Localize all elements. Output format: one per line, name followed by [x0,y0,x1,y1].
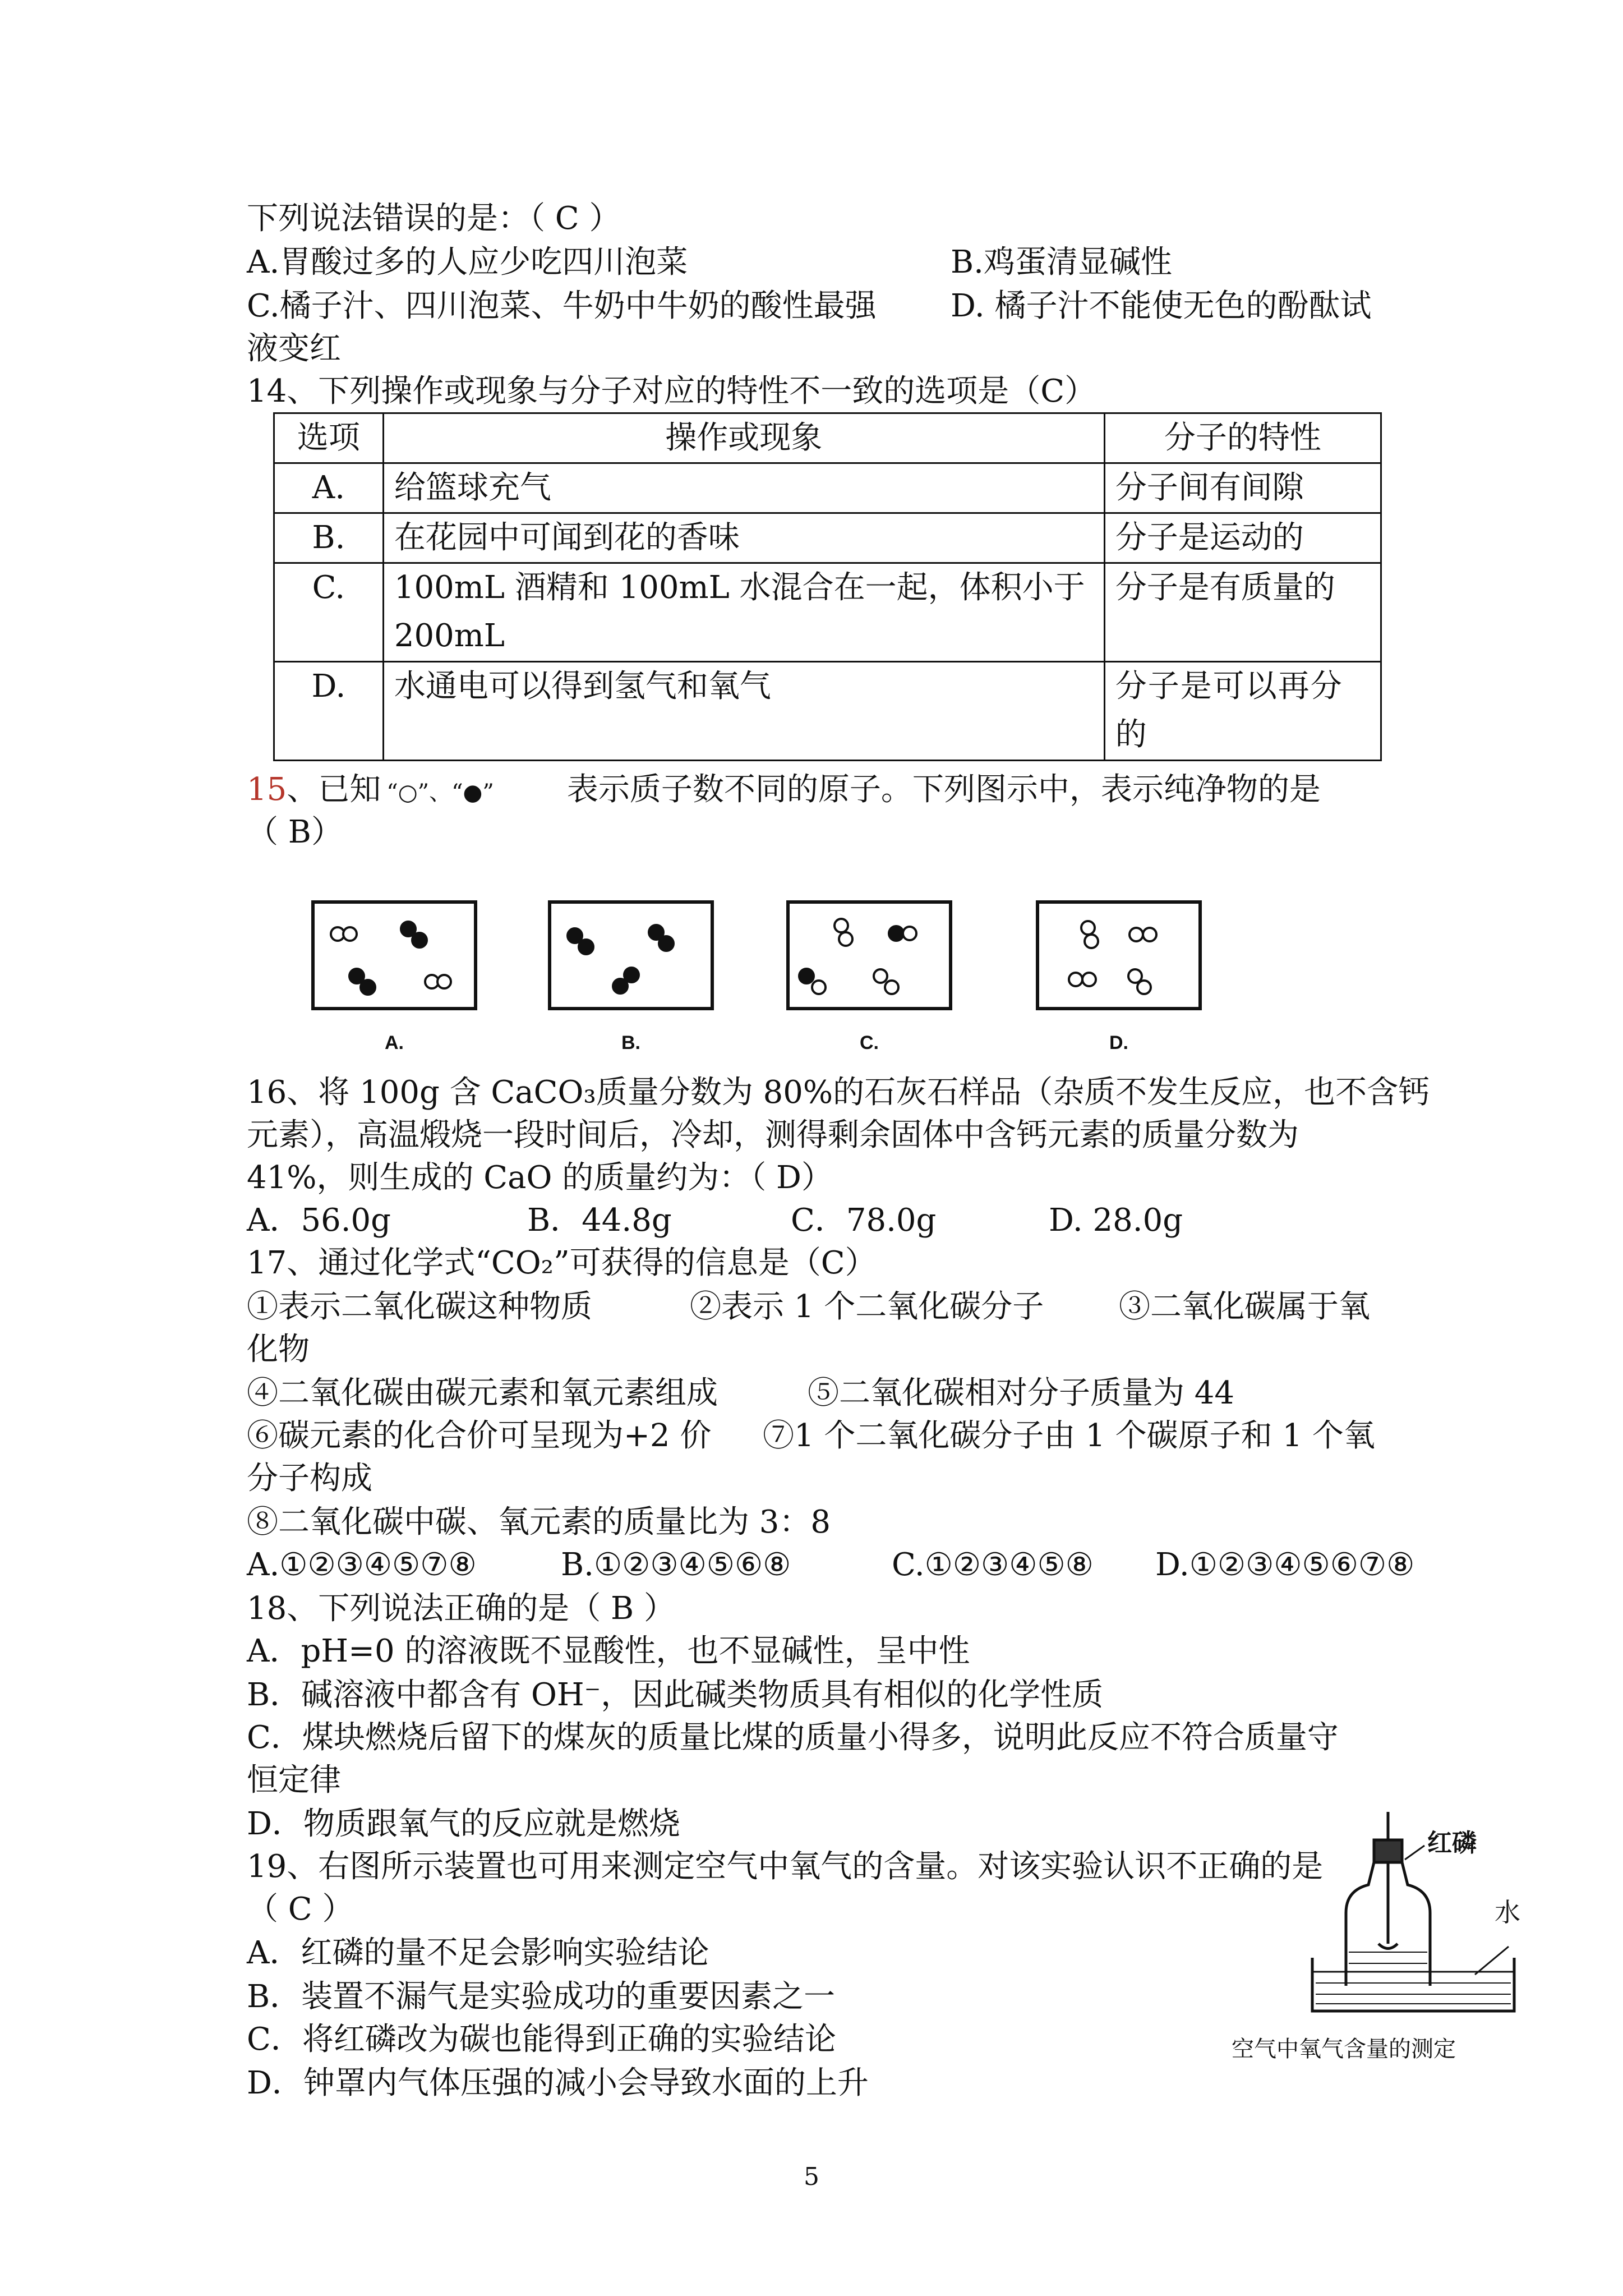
q14-row-operation: 给篮球充气 [383,463,1104,513]
q17-option-a: A.①②③④⑤⑦⑧ [247,1547,477,1583]
q14-row-operation: 在花园中可闻到花的香味 [383,513,1104,563]
q19-option-b: B．装置不漏气是实验成功的重要因素之一 [247,1978,836,2015]
q16-line-2: 元素），高温煅烧一段时间后，冷却，测得剩余固体中含钙元素的质量分数为 [247,1117,1299,1153]
q15-post: 表示质子数不同的原子。下列图示中，表示纯净物的是 [566,771,1321,808]
q14-stem: 14、下列操作或现象与分子对应的特性不一致的选项是（C） [247,373,1096,409]
q17-item-3-cont: 化物 [247,1331,310,1368]
q14-row [274,513,1381,563]
q19-figure-caption: 空气中氧气含量的测定 [1232,2036,1456,2062]
q14-row [274,563,1381,662]
q17-item-7-cont: 分子构成 [247,1460,372,1497]
q14-row-operation: 水通电可以得到氢气和氧气 [383,662,1104,761]
q14-header-property: 分子的特性 [1104,413,1381,463]
q16-option-d: D. 28.0g [1049,1202,1183,1239]
q13-option-b: B.鸡蛋清显碱性 [951,244,1172,280]
q13-option-d-cont: 液变红 [247,330,341,367]
q16-option-b: B．44.8g [527,1202,672,1239]
q18-option-c-cont: 恒定律 [247,1762,341,1798]
q17-option-d: D.①②③④⑤⑥⑦⑧ [1155,1547,1415,1583]
q13-option-a: A.胃酸过多的人应少吃四川泡菜 [247,244,688,280]
q19-option-c: C．将红磷改为碳也能得到正确的实验结论 [247,2021,836,2058]
q14-row [274,463,1381,513]
q18-option-a: A．pH=0 的溶液既不显酸性，也不显碱性，呈中性 [247,1633,970,1669]
q14-header-operation: 操作或现象 [383,413,1104,463]
q14-header-row [274,413,1381,463]
q17-stem: 17、通过化学式“CO₂”可获得的信息是（C） [247,1245,877,1281]
q19-option-a: A．红磷的量不足会影响实验结论 [247,1935,709,1971]
q19-answer: （ C ） [247,1891,354,1927]
q19-apparatus-figure [1284,1806,1531,2031]
q15-number: 15 [247,771,287,808]
q17-option-c: C.①②③④⑤⑧ [892,1547,1094,1583]
page-number: 5 [804,2162,819,2191]
q14-row [274,662,1381,761]
q17-item-3: ③二氧化碳属于氧 [1119,1289,1370,1325]
q14-row-option: B. [274,513,384,563]
q18-stem: 18、下列说法正确的是（ B ） [247,1590,676,1627]
q15-label-a: A. [385,1032,404,1053]
q14-row-property: 分子是可以再分的 [1104,662,1381,761]
q19-stem: 19、右图所示装置也可用来测定空气中氧气的含量。对该实验认识不正确的是 [247,1848,1324,1885]
q17-item-2: ②表示 1 个二氧化碳分子 [690,1289,1044,1325]
q16-line-3: 41%，则生成的 CaO 的质量约为：（ D） [247,1159,833,1196]
q14-row-option: A. [274,463,384,513]
q14-row-option: C. [274,563,384,662]
q18-option-b: B．碱溶液中都含有 OH⁻，因此碱类物质具有相似的化学性质 [247,1677,1104,1713]
q17-option-b: B.①②③④⑤⑥⑧ [561,1547,791,1583]
q17-item-6: ⑥碳元素的化合价可呈现为+2 价 [247,1418,712,1454]
q15-box-a [313,902,476,1009]
q15-answer: （ B） [247,814,343,850]
q18-option-d: D．物质跟氧气的反应就是燃烧 [247,1806,680,1842]
q14-row-property: 分子是运动的 [1104,513,1381,563]
q17-item-7: ⑦1 个二氧化碳分子由 1 个碳原子和 1 个氧 [763,1418,1375,1454]
q18-option-c: C．煤块燃烧后留下的煤灰的质量比煤的质量小得多，说明此反应不符合质量守 [247,1719,1339,1756]
q17-item-8: ⑧二氧化碳中碳、氧元素的质量比为 3：8 [247,1504,831,1540]
q15-label-d: D. [1109,1032,1128,1053]
q17-item-5: ⑤二氧化碳相对分子质量为 44 [808,1375,1235,1411]
q19-label-water: 水 [1495,1897,1520,1927]
q15-symbols: “○”、“●” [386,780,494,806]
q15-box-b [550,902,712,1009]
q15-pre: 、已知 [287,771,381,808]
q14-row-operation: 100mL 酒精和 100mL 水混合在一起，体积小于200mL [383,563,1104,662]
q14-row-property: 分子间有间隙 [1104,463,1381,513]
q14-header-option: 选项 [274,413,384,463]
q14-row-option: D. [274,662,384,761]
q15-diagrams [303,892,1234,1060]
q15-box-d [1038,902,1200,1009]
q13-stem: 下列说法错误的是：（ C ） [247,200,621,237]
q14-table [273,412,1382,761]
q19-label-phosphorus: 红磷 [1427,1829,1477,1857]
q13-option-d: D. 橘子汁不能使无色的酚酞试 [951,288,1372,324]
q16-option-a: A．56.0g [247,1202,391,1239]
q15-label-c: C. [860,1032,879,1053]
q17-item-1: ①表示二氧化碳这种物质 [247,1289,592,1325]
q17-item-4: ④二氧化碳由碳元素和氧元素组成 [247,1375,718,1411]
q14-row-property: 分子是有质量的 [1104,563,1381,662]
q13-option-c: C.橘子汁、四川泡菜、牛奶中牛奶的酸性最强 [247,288,877,324]
q19-option-d: D．钟罩内气体压强的减小会导致水面的上升 [247,2065,869,2101]
q15-label-b: B. [621,1032,640,1053]
q16-line-1: 16、将 100g 含 CaCO₃质量分数为 80%的石灰石样品（杂质不发生反应，也不含钙 [247,1074,1430,1111]
q16-option-c: C．78.0g [791,1202,937,1239]
q15-stem [247,769,1321,814]
q15-box-c [788,902,951,1009]
